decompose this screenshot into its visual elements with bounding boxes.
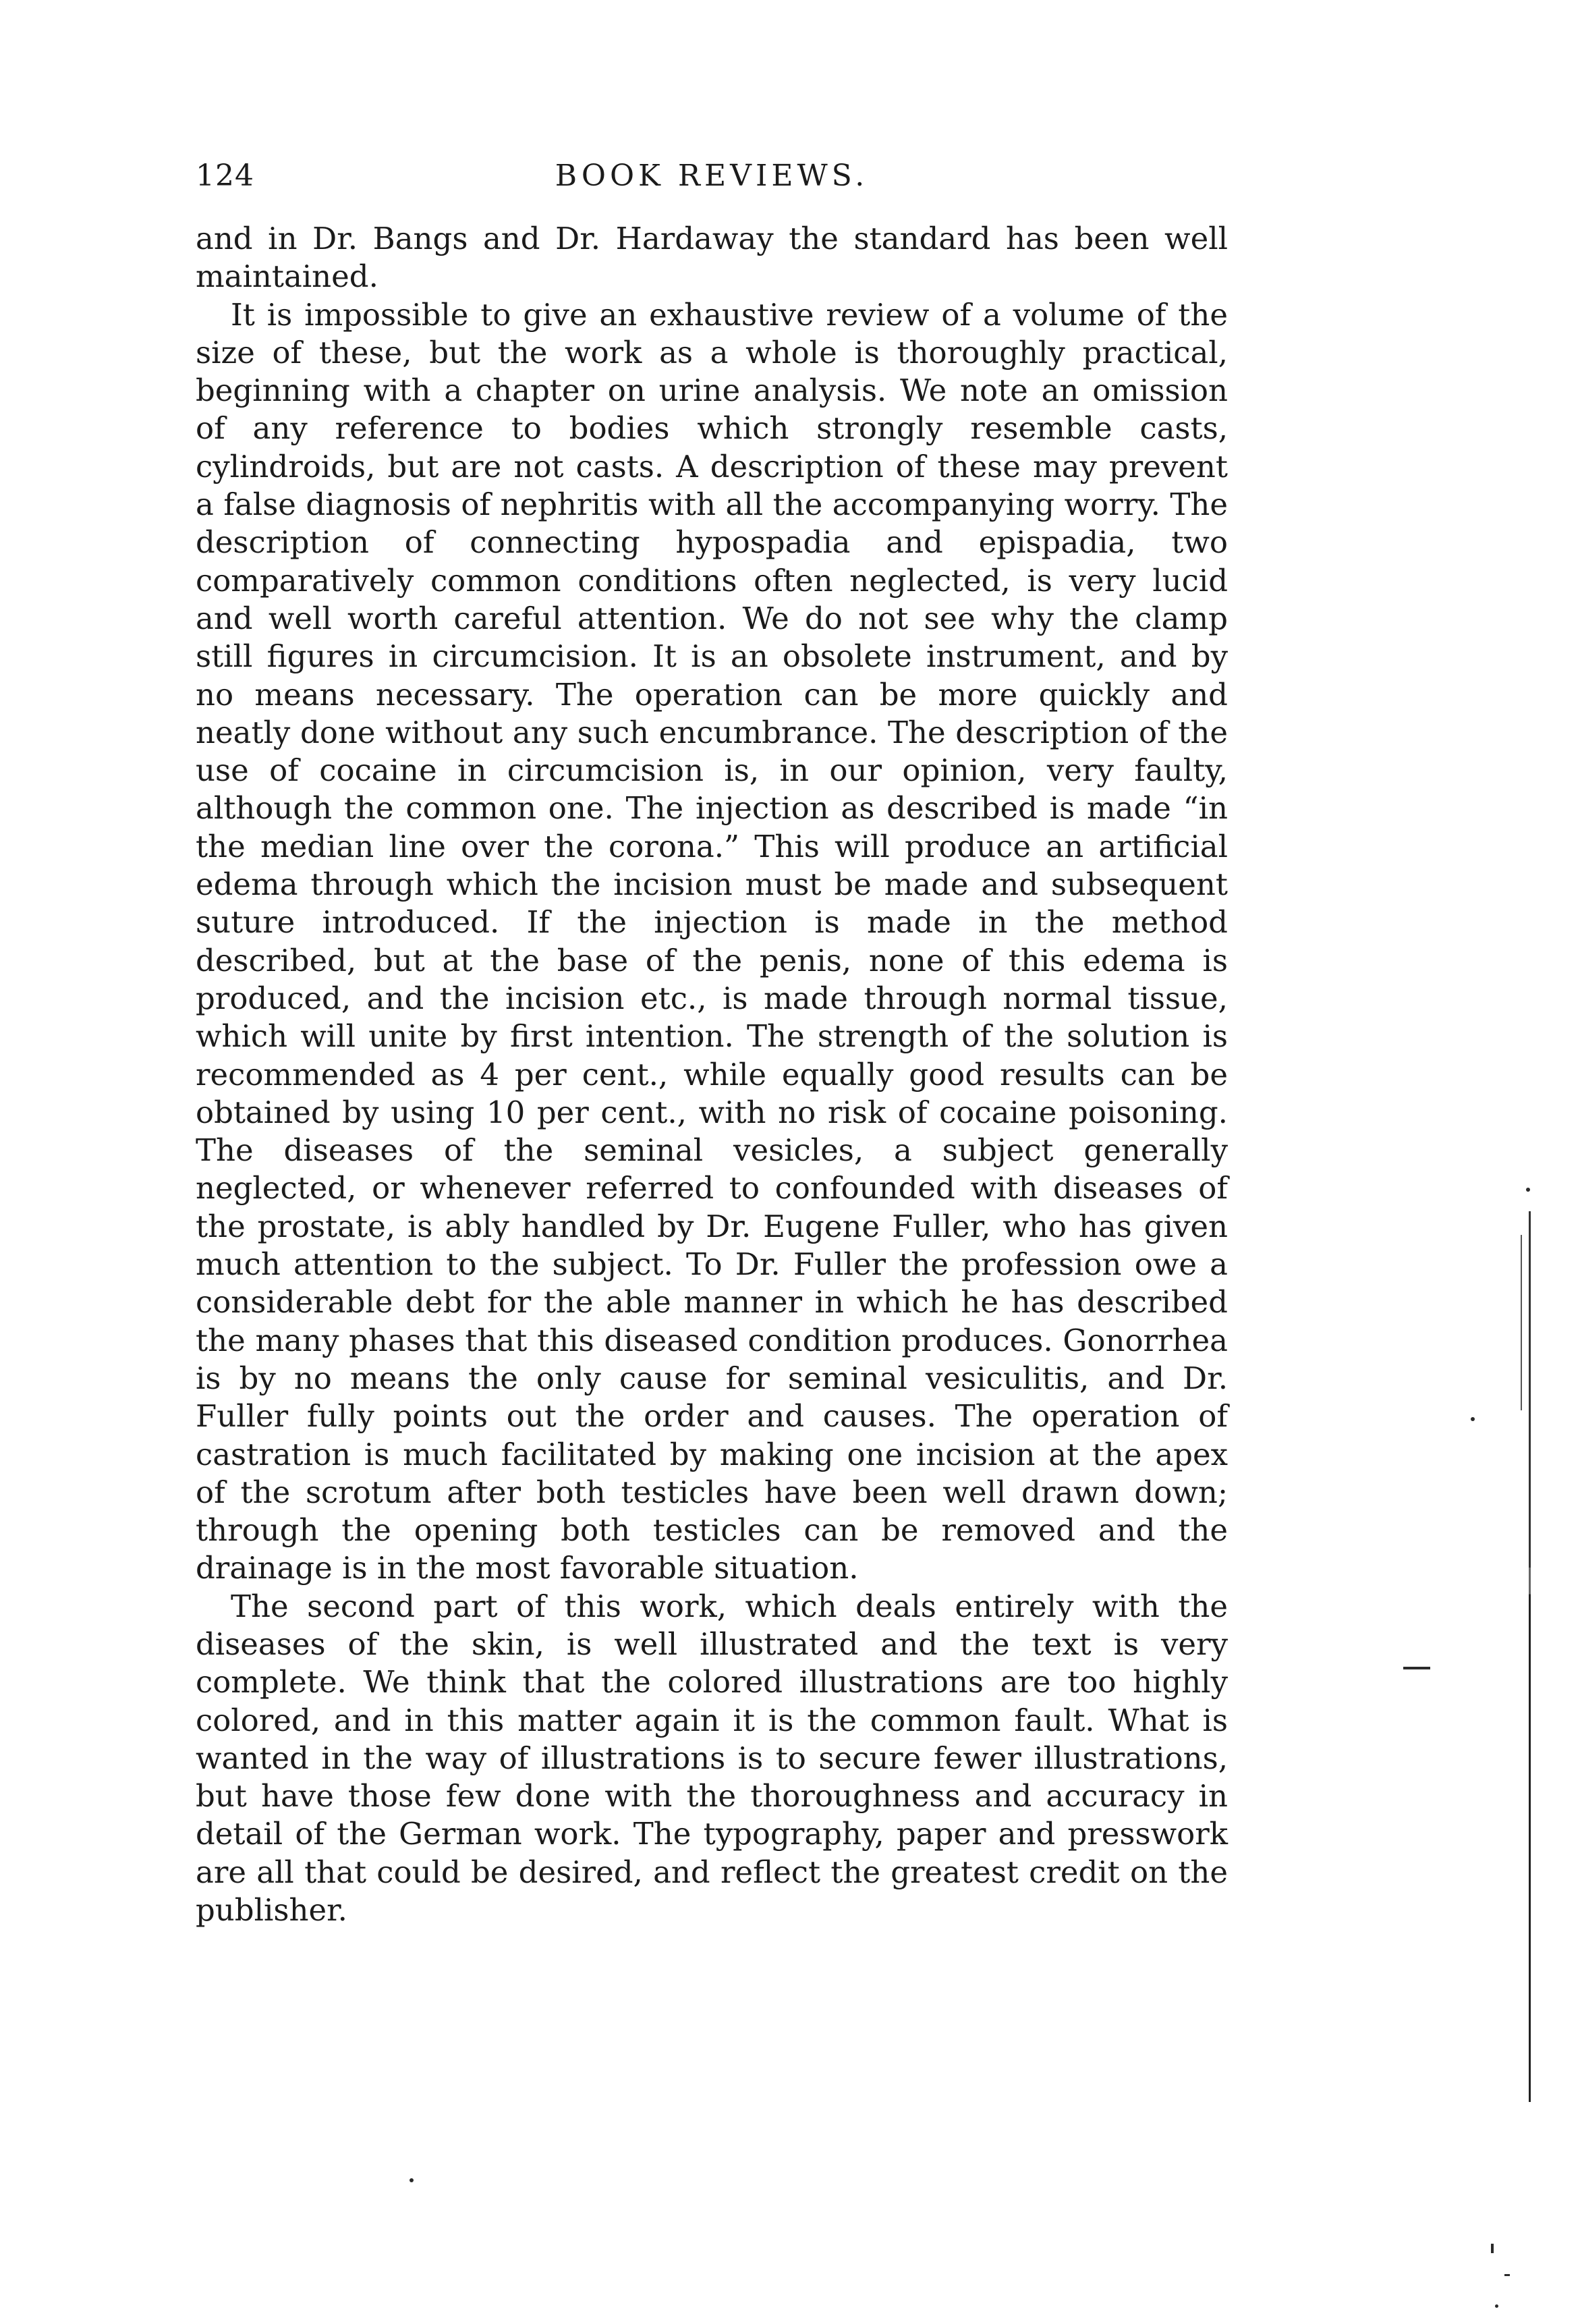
margin-dot (1526, 1188, 1530, 1192)
page-dot (410, 2178, 414, 2182)
review-body (196, 220, 1228, 1929)
margin-dash (1403, 1667, 1430, 1669)
margin-scan-line (1529, 1211, 1531, 2102)
paragraph-skin-diseases: The second part of this work, which deals entirely with the diseases of the skin, is well illustrated and the text is very complete. We think that the colored illustrations are too highly colored, and in this matter again it is the common fault. What is wanted in the way of illustrations is to secure fewer illustrations, but have those few done with the thoroughness and accuracy in detail of the German work. The typography, paper and presswork are all that could be desired, and reflect the greatest credit on the publisher. (196, 1588, 1228, 1929)
running-title: BOOK REVIEWS. (555, 159, 869, 193)
margin-dot (1495, 2304, 1498, 2308)
page-header (196, 159, 1228, 206)
margin-dot (1504, 2274, 1510, 2276)
paragraph-continued: and in Dr. Bangs and Dr. Hardaway the standard has been well maintained. (196, 221, 1228, 295)
margin-dot (1471, 1417, 1475, 1421)
margin-scan-line-secondary (1521, 1235, 1522, 1410)
page-number: 124 (196, 159, 254, 193)
paragraph-review-main: It is impossible to give an exhaustive review of a volume of the size of these, but the work as a whole is thoroughly practical, beginning with a chapter on urine analysis. We note an omission of any reference to bodies which strongly resemble casts, cylindroids, but are not casts. A description of these may prevent a false diagnosis of nephritis with all the accompanying worry. The description of connecting hypospadia and epispadia, two comparatively common conditions often neglected, is very lucid and well worth careful attention. We do not see why the clamp still figures in circumcision. It is an obsolete instrument, and by no means necessary. The operation can be more quickly and neatly done without any such encumbrance. The description of the use of cocaine in circumcision is, in our opinion, very faulty, although the common one. The injection as described is made “in the median line over the corona.” This will produce an artificial edema through which the incision must be made and subsequent suture introduced. If the injection is made in the method described, but at the base of the penis, none of this edema is produced, and the incision etc., is made through normal tissue, which will unite by first intention. The strength of the solution is recommended as 4 per cent., while equally good results can be obtained by using 10 per cent., with no risk of cocaine poisoning. The diseases of the seminal vesicles, a subject generally neglected, or whenever referred to confounded with diseases of the prostate, is ably handled by Dr. Eugene Fuller, who has given much attention to the subject. To Dr. Fuller the profession owe a considerable debt for the able manner in which he has described the many phases that this diseased condition produces. Gonorrhea is by no means the only cause for seminal vesiculitis, and Dr. Fuller fully points out the order and causes. The operation of castration is much facilitated by making one incision at the apex of the scrotum after both testicles have been well drawn down; through the opening both testicles can be removed and the drainage is in the most favorable situation. (196, 296, 1228, 1586)
margin-dot (1491, 2244, 1494, 2253)
